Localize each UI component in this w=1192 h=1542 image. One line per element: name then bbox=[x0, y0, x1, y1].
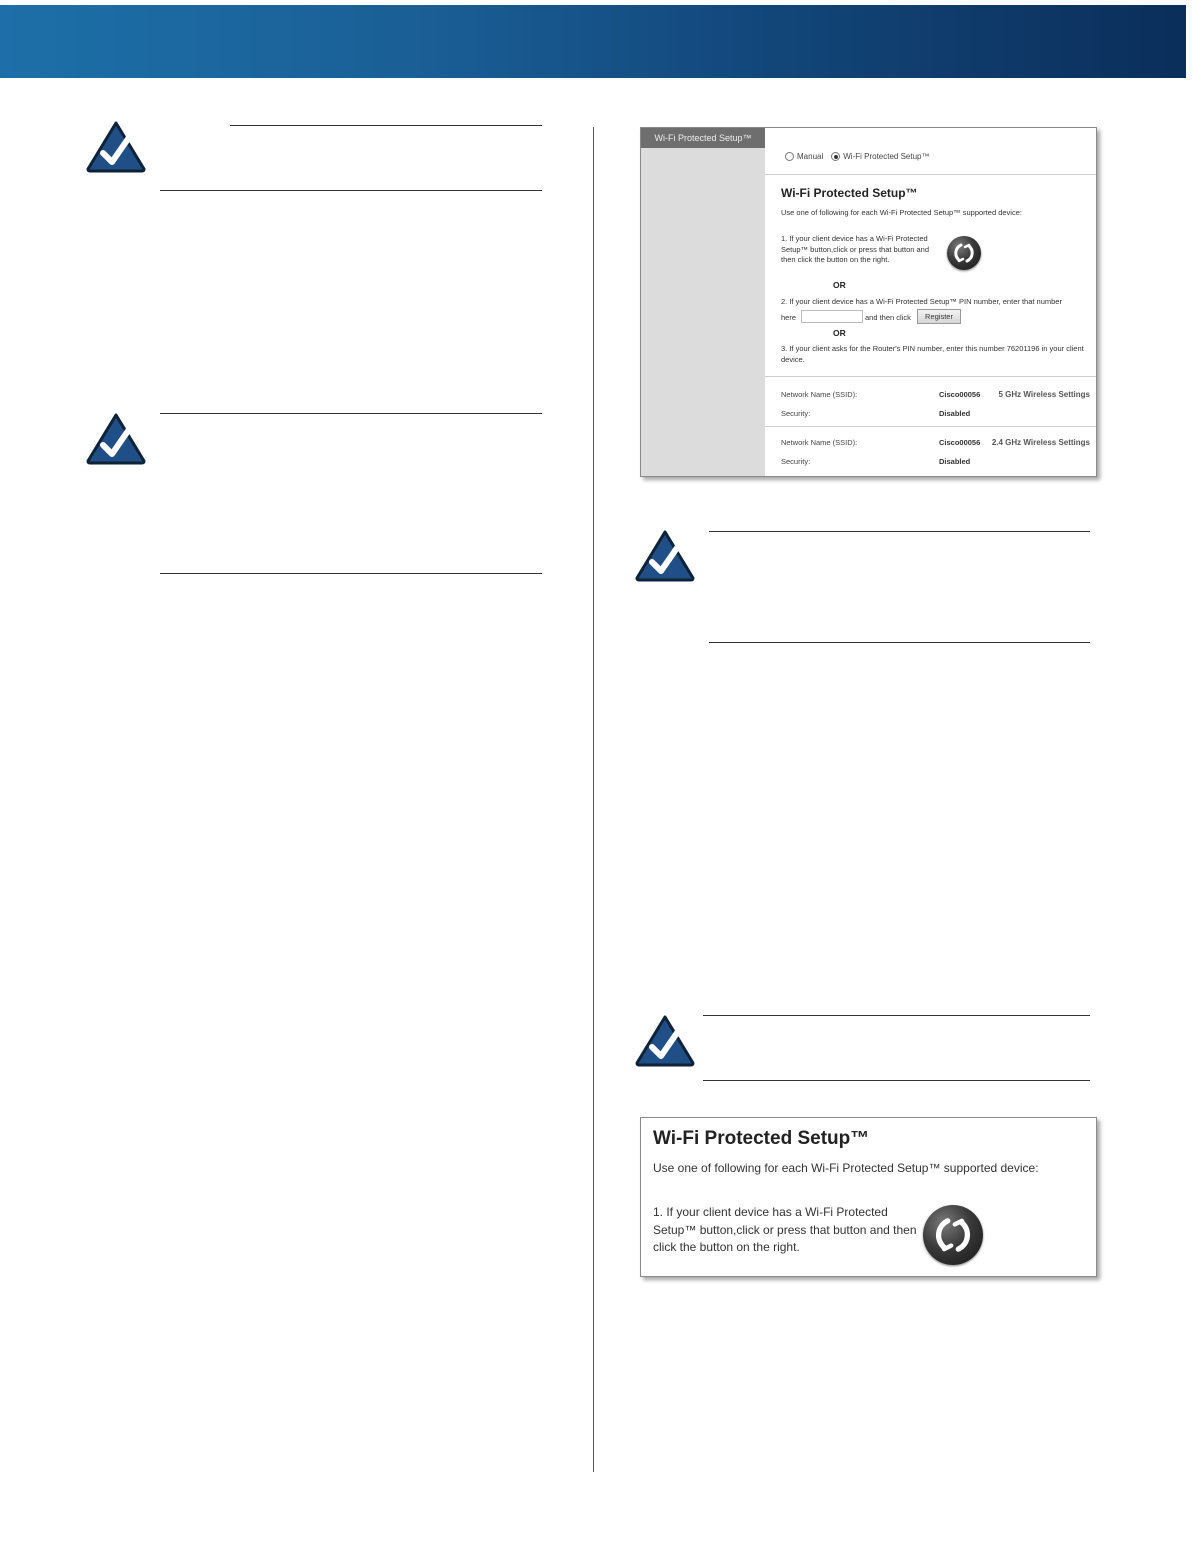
radio-circle-icon bbox=[785, 152, 794, 161]
wps-step1-text: 1. If your client device has a Wi-Fi Protected Setup™ button,click or press that button and then click the button on the right. bbox=[781, 234, 930, 264]
section-divider bbox=[765, 426, 1096, 427]
or-separator: OR bbox=[833, 280, 846, 290]
ssid-5ghz-value: Cisco00056 bbox=[939, 390, 981, 399]
wps-button[interactable] bbox=[923, 1205, 983, 1265]
pin-input[interactable] bbox=[801, 310, 863, 323]
check-mark-triangle-icon bbox=[635, 1015, 695, 1067]
radio-wps[interactable]: Wi-Fi Protected Setup™ bbox=[831, 152, 929, 161]
check-mark-triangle-icon bbox=[86, 121, 146, 173]
register-button[interactable]: Register bbox=[917, 309, 961, 324]
wps-button-icon bbox=[923, 1205, 983, 1265]
wps-title: Wi-Fi Protected Setup™ bbox=[653, 1128, 870, 1149]
settings-sidebar bbox=[641, 128, 765, 476]
section-divider bbox=[765, 174, 1096, 175]
wps-button-icon bbox=[947, 236, 981, 270]
wps-subtitle: Use one of following for each Wi-Fi Protected Setup™ supported device: bbox=[653, 1161, 1039, 1175]
security-24ghz-value: Disabled bbox=[939, 457, 971, 466]
check-mark-triangle-icon bbox=[635, 530, 695, 582]
column-divider bbox=[593, 127, 594, 1472]
wps-subtitle: Use one of following for each Wi-Fi Protected Setup™ supported device: bbox=[781, 208, 1022, 217]
security-5ghz-value: Disabled bbox=[939, 409, 971, 418]
radio-selected-icon bbox=[831, 152, 840, 161]
section-divider bbox=[765, 376, 1096, 377]
security-24ghz-label: Security: bbox=[781, 457, 811, 466]
note-rule-bottom bbox=[160, 573, 542, 574]
note-rule-top bbox=[230, 125, 542, 126]
note-rule-bottom bbox=[709, 642, 1090, 643]
note-rule-bottom bbox=[160, 190, 542, 191]
security-5ghz-label: Security: bbox=[781, 409, 811, 418]
wps-content bbox=[765, 128, 1096, 476]
sidebar-5ghz-label: 5 GHz Wireless Settings bbox=[998, 390, 1090, 399]
ssid-24ghz-value: Cisco00056 bbox=[939, 438, 981, 447]
wps-screenshot-full bbox=[640, 127, 1097, 477]
check-mark-triangle-icon bbox=[86, 413, 146, 465]
ssid-5ghz-label: Network Name (SSID): bbox=[781, 390, 858, 399]
header-banner bbox=[0, 5, 1186, 78]
mode-radio-group bbox=[785, 152, 930, 161]
wps-step1-text: 1. If your client device has a Wi-Fi Protected Setup™ button,click or press that button and then click the button on the right. bbox=[653, 1205, 917, 1254]
and-then-click-label: and then click bbox=[865, 313, 911, 322]
wps-step3-text: 3. If your client asks for the Router's PIN number, enter this number 76201196 in your client device. bbox=[781, 344, 1084, 364]
note-rule-top bbox=[160, 413, 542, 414]
wps-screenshot-zoomed bbox=[640, 1117, 1097, 1277]
sidebar-header: Wi-Fi Protected Setup™ bbox=[641, 128, 765, 148]
radio-manual[interactable]: Manual bbox=[785, 152, 823, 161]
wps-button[interactable] bbox=[947, 236, 981, 270]
note-rule-top bbox=[709, 531, 1090, 532]
note-rule-bottom bbox=[703, 1080, 1090, 1081]
sidebar-24ghz-label: 2.4 GHz Wireless Settings bbox=[991, 438, 1090, 447]
note-rule-top bbox=[703, 1015, 1090, 1016]
here-label: here bbox=[781, 313, 797, 322]
wps-step2-text: 2. If your client device has a Wi-Fi Protected Setup™ PIN number, enter that number bbox=[781, 297, 1062, 306]
wps-title: Wi-Fi Protected Setup™ bbox=[781, 186, 918, 200]
ssid-24ghz-label: Network Name (SSID): bbox=[781, 438, 858, 447]
or-separator: OR bbox=[833, 328, 846, 338]
